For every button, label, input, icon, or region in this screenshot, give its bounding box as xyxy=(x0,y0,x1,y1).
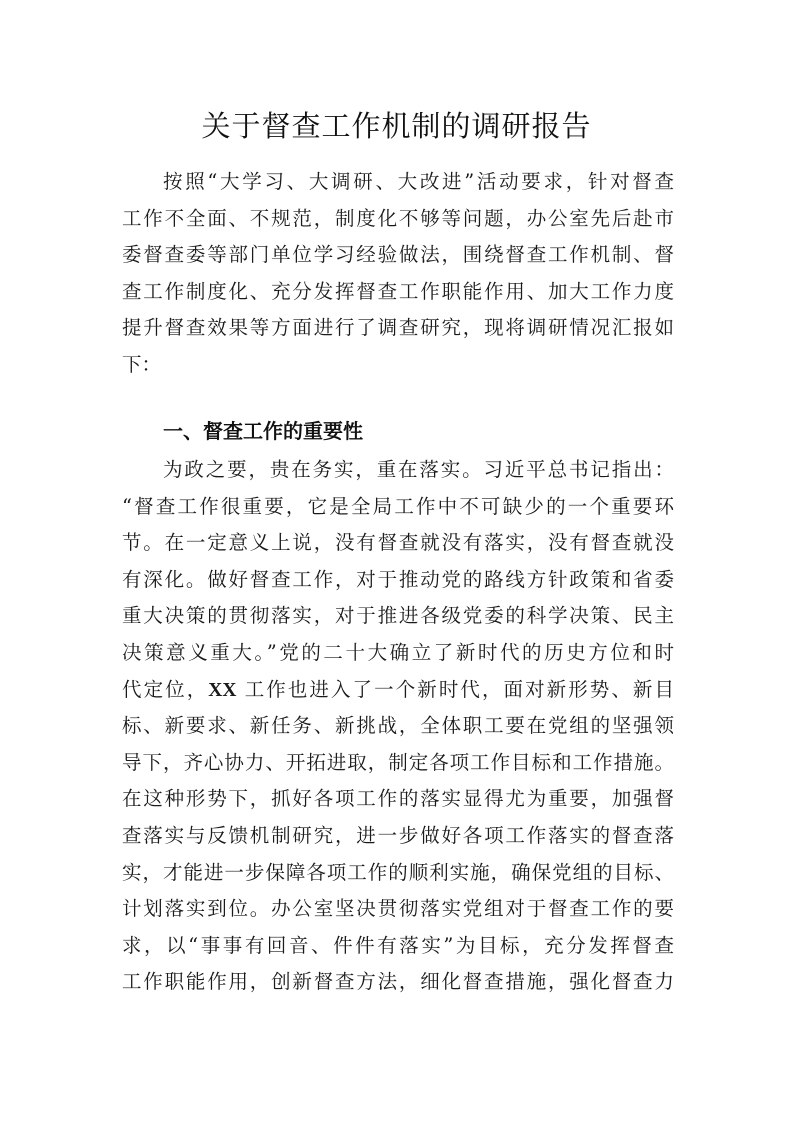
line-segment: 工作也进入了一个新时代，面对新形势、新目 xyxy=(236,677,674,701)
section1-line: 工作职能作用，创新督查方法，细化督查措施，强化督查力 xyxy=(122,970,674,994)
section1-line: 在这种形势下，抓好各项工作的落实显得尤为重要，加强督 xyxy=(122,787,674,811)
intro-line: 按照“大学习、大调研、大改进”活动要求，针对督查 xyxy=(163,170,674,193)
line-segment: 代定位， xyxy=(122,677,209,701)
section1-line: 节。在一定意义上说，没有督查就没有落实，没有督查就没 xyxy=(122,531,674,555)
section1-line: “督查工作很重要，它是全局工作中不可缺少的一个重要环 xyxy=(122,494,674,518)
section-heading: 一、督查工作的重要性 xyxy=(163,419,363,443)
intro-line: 下： xyxy=(122,352,162,376)
document-title: 关于督查工作机制的调研报告 xyxy=(201,109,592,143)
section1-line: 重大决策的贯彻落实，对于推进各级党委的科学决策、民主 xyxy=(122,604,674,628)
section1-line: 决策意义重大。”党的二十大确立了新时代的历史方位和时 xyxy=(122,640,674,664)
section1-line: 标、新要求、新任务、新挑战，全体职工要在党组的坚强领 xyxy=(122,714,674,738)
section1-line: 导下，齐心协力、开拓进取，制定各项工作目标和工作措施。 xyxy=(122,750,674,774)
section1-line: 实，才能进一步保障各项工作的顺利实施，确保党组的目标、 xyxy=(122,860,674,884)
intro-line: 查工作制度化、充分发挥督查工作职能作用、加大工作力度 xyxy=(122,279,674,303)
intro-paragraph xyxy=(122,164,674,384)
section1-line: 计划落实到位。办公室坚决贯彻落实党组对于督查工作的要 xyxy=(122,897,674,921)
section1-line: 为政之要，贵在务实，重在落实。习近平总书记指出： xyxy=(163,458,674,481)
intro-line: 工作不全面、不规范，制度化不够等问题，办公室先后赴市 xyxy=(122,206,674,230)
section1-paragraph xyxy=(122,452,674,1001)
section1-line-with-bold xyxy=(122,672,674,709)
intro-line: 提升督查效果等方面进行了调查研究，现将调研情况汇报如 xyxy=(122,316,674,340)
intro-line: 委督查委等部门单位学习经验做法，围绕督查工作机制、督 xyxy=(122,243,674,267)
section1-line: 求，以“事事有回音、件件有落实”为目标，充分发挥督查 xyxy=(122,933,674,957)
section1-line: 有深化。做好督查工作，对于推动党的路线方针政策和省委 xyxy=(122,567,674,591)
section1-line: 查落实与反馈机制研究，进一步做好各项工作落实的督查落 xyxy=(122,823,674,847)
placeholder-bold-text: XX xyxy=(208,679,237,701)
